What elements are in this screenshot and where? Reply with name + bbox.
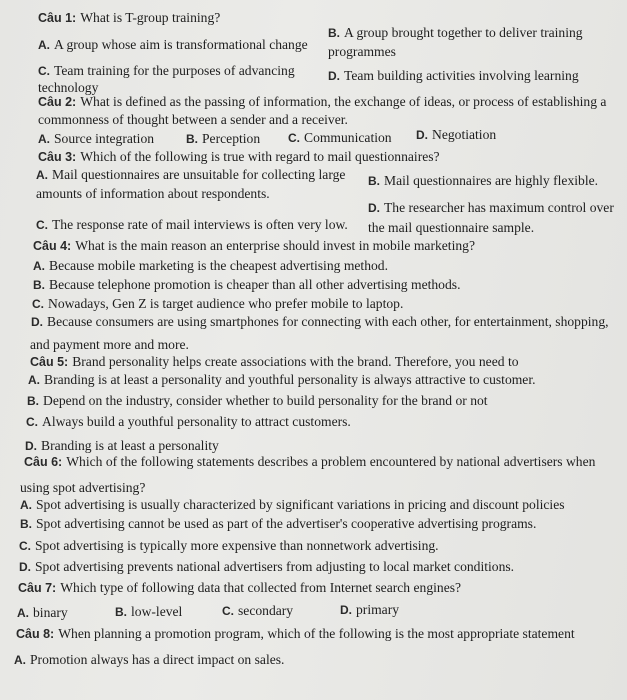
option-text: Spot advertising is typically more expensive than nonnetwork advertising. bbox=[35, 538, 439, 553]
option-text: The researcher has maximum control over bbox=[384, 200, 614, 215]
question-number: Câu 1: bbox=[38, 11, 77, 25]
option-line bbox=[222, 602, 293, 620]
option-key: A. bbox=[14, 653, 26, 667]
option-key: A. bbox=[38, 132, 50, 146]
option-key: C. bbox=[288, 131, 300, 145]
option-text: secondary bbox=[238, 603, 294, 618]
option-key: B. bbox=[27, 394, 39, 408]
option-text: Depend on the industry, consider whether to build personality for the brand or not bbox=[43, 393, 488, 408]
option-line bbox=[20, 479, 145, 497]
option-line bbox=[186, 130, 260, 148]
option-line bbox=[20, 496, 565, 514]
option-key: C. bbox=[19, 539, 31, 553]
option-line bbox=[328, 67, 579, 85]
question-line bbox=[38, 93, 606, 111]
option-key: B. bbox=[186, 132, 198, 146]
option-text: Because consumers are using smartphones for connecting with each other, for entertainment, shopping, bbox=[47, 314, 609, 329]
question-number: Câu 7: bbox=[18, 581, 57, 595]
question-number: Câu 8: bbox=[16, 627, 55, 641]
option-line bbox=[340, 601, 399, 619]
option-key: D. bbox=[19, 560, 31, 574]
option-key: C. bbox=[36, 218, 48, 232]
option-text: Team building activities involving learning bbox=[344, 68, 579, 83]
option-text: amounts of information about respondents. bbox=[36, 186, 270, 201]
option-text: Spot advertising prevents national advertisers from adjusting to local market conditions. bbox=[35, 559, 515, 574]
option-line bbox=[33, 276, 460, 294]
option-line bbox=[115, 603, 182, 621]
option-key: A. bbox=[28, 373, 40, 387]
option-line bbox=[38, 62, 295, 80]
option-key: B. bbox=[33, 278, 45, 292]
option-text: Always build a youthful personality to attract customers. bbox=[42, 414, 351, 429]
question-line bbox=[38, 9, 220, 27]
option-text: Because mobile marketing is the cheapest advertising method. bbox=[49, 258, 388, 273]
option-key: D. bbox=[328, 69, 340, 83]
option-text: Negotiation bbox=[432, 127, 497, 142]
option-line bbox=[288, 129, 392, 147]
question-number: Câu 5: bbox=[30, 355, 69, 369]
option-line bbox=[38, 111, 348, 129]
option-text: using spot advertising? bbox=[20, 480, 146, 495]
option-line bbox=[36, 166, 345, 184]
question-line bbox=[18, 579, 461, 597]
option-key: A. bbox=[33, 259, 45, 273]
question-text: When planning a promotion program, which of the following is the most appropriate statement bbox=[58, 626, 575, 641]
option-key: D. bbox=[416, 128, 428, 142]
option-key: B. bbox=[368, 174, 380, 188]
option-text: Perception bbox=[202, 131, 261, 146]
option-key: C. bbox=[222, 604, 234, 618]
option-line bbox=[32, 295, 403, 313]
option-line bbox=[14, 651, 284, 669]
option-text: Source integration bbox=[54, 131, 155, 146]
option-text: and payment more and more. bbox=[30, 337, 189, 352]
question-line bbox=[38, 148, 440, 166]
option-line bbox=[20, 515, 536, 533]
option-text: Team training for the purposes of advancing bbox=[54, 63, 295, 78]
option-key: D. bbox=[25, 439, 37, 453]
option-line bbox=[17, 604, 68, 622]
option-key: D. bbox=[368, 201, 380, 215]
option-text: commonness of thought between a sender and a receiver. bbox=[38, 112, 348, 127]
question-line bbox=[16, 625, 575, 643]
question-line bbox=[33, 237, 475, 255]
option-line bbox=[368, 199, 614, 217]
option-text: A group whose aim is transformational change bbox=[54, 37, 308, 52]
option-text: Because telephone promotion is cheaper than all other advertising methods. bbox=[49, 277, 461, 292]
option-line bbox=[38, 36, 308, 54]
question-line bbox=[24, 453, 595, 471]
option-line bbox=[30, 336, 189, 354]
option-key: A. bbox=[38, 38, 50, 52]
question-text: What is T-group training? bbox=[80, 10, 221, 25]
option-text: the mail questionnaire sample. bbox=[368, 220, 535, 235]
question-text: Which of the following is true with regard to mail questionnaires? bbox=[80, 149, 440, 164]
option-text: Mail questionnaires are highly flexible. bbox=[384, 173, 599, 188]
question-text: Which of the following statements describes a problem encountered by national advertisers when bbox=[66, 454, 596, 469]
question-text: What is the main reason an enterprise should invest in mobile marketing? bbox=[75, 238, 475, 253]
option-line bbox=[28, 371, 536, 389]
option-key: B. bbox=[328, 26, 340, 40]
option-line bbox=[26, 413, 351, 431]
question-number: Câu 6: bbox=[24, 455, 63, 469]
question-text: Which type of following data that collected from Internet search engines? bbox=[60, 580, 462, 595]
option-text: Branding is at least a personality and youthful personality is always attractive to customer. bbox=[44, 372, 536, 387]
option-line bbox=[328, 43, 396, 61]
option-text: Nowadays, Gen Z is target audience who prefer mobile to laptop. bbox=[48, 296, 404, 311]
question-number: Câu 4: bbox=[33, 239, 72, 253]
option-key: C. bbox=[32, 297, 44, 311]
option-key: A. bbox=[20, 498, 32, 512]
option-text: programmes bbox=[328, 44, 396, 59]
option-key: B. bbox=[115, 605, 127, 619]
question-text: Brand personality helps create associations with the brand. Therefore, you need to bbox=[72, 354, 519, 369]
option-key: A. bbox=[17, 606, 29, 620]
option-text: Branding is at least a personality bbox=[41, 438, 219, 453]
option-text: binary bbox=[33, 605, 68, 620]
option-text: Spot advertising cannot be used as part of the advertiser's cooperative advertising programs. bbox=[36, 516, 537, 531]
option-line bbox=[19, 558, 514, 576]
option-line bbox=[368, 219, 534, 237]
option-text: primary bbox=[356, 602, 400, 617]
option-key: C. bbox=[38, 64, 50, 78]
option-line bbox=[19, 537, 439, 555]
question-line bbox=[30, 353, 519, 371]
option-text: technology bbox=[38, 80, 99, 95]
option-text: Spot advertising is usually characterized by significant variations in pricing and discount policies bbox=[36, 497, 565, 512]
option-text: Mail questionnaires are unsuitable for collecting large bbox=[52, 167, 346, 182]
option-line bbox=[416, 126, 496, 144]
option-key: D. bbox=[31, 315, 43, 329]
option-key: A. bbox=[36, 168, 48, 182]
option-text: A group brought together to deliver training bbox=[344, 25, 583, 40]
option-line bbox=[27, 392, 488, 410]
option-text: Promotion always has a direct impact on sales. bbox=[30, 652, 285, 667]
question-number: Câu 2: bbox=[38, 95, 77, 109]
option-line bbox=[36, 185, 270, 203]
question-text: What is defined as the passing of information, the exchange of ideas, or process of establishing a bbox=[80, 94, 607, 109]
option-key: D. bbox=[340, 603, 352, 617]
option-line bbox=[328, 24, 583, 42]
option-line bbox=[33, 257, 388, 275]
option-text: low-level bbox=[131, 604, 183, 619]
option-key: C. bbox=[26, 415, 38, 429]
option-line bbox=[368, 172, 598, 190]
question-number: Câu 3: bbox=[38, 150, 77, 164]
option-line bbox=[36, 216, 348, 234]
option-key: B. bbox=[20, 517, 32, 531]
option-text: The response rate of mail interviews is often very low. bbox=[52, 217, 348, 232]
option-text: Communication bbox=[304, 130, 392, 145]
option-line bbox=[38, 130, 154, 148]
option-line bbox=[31, 313, 609, 331]
